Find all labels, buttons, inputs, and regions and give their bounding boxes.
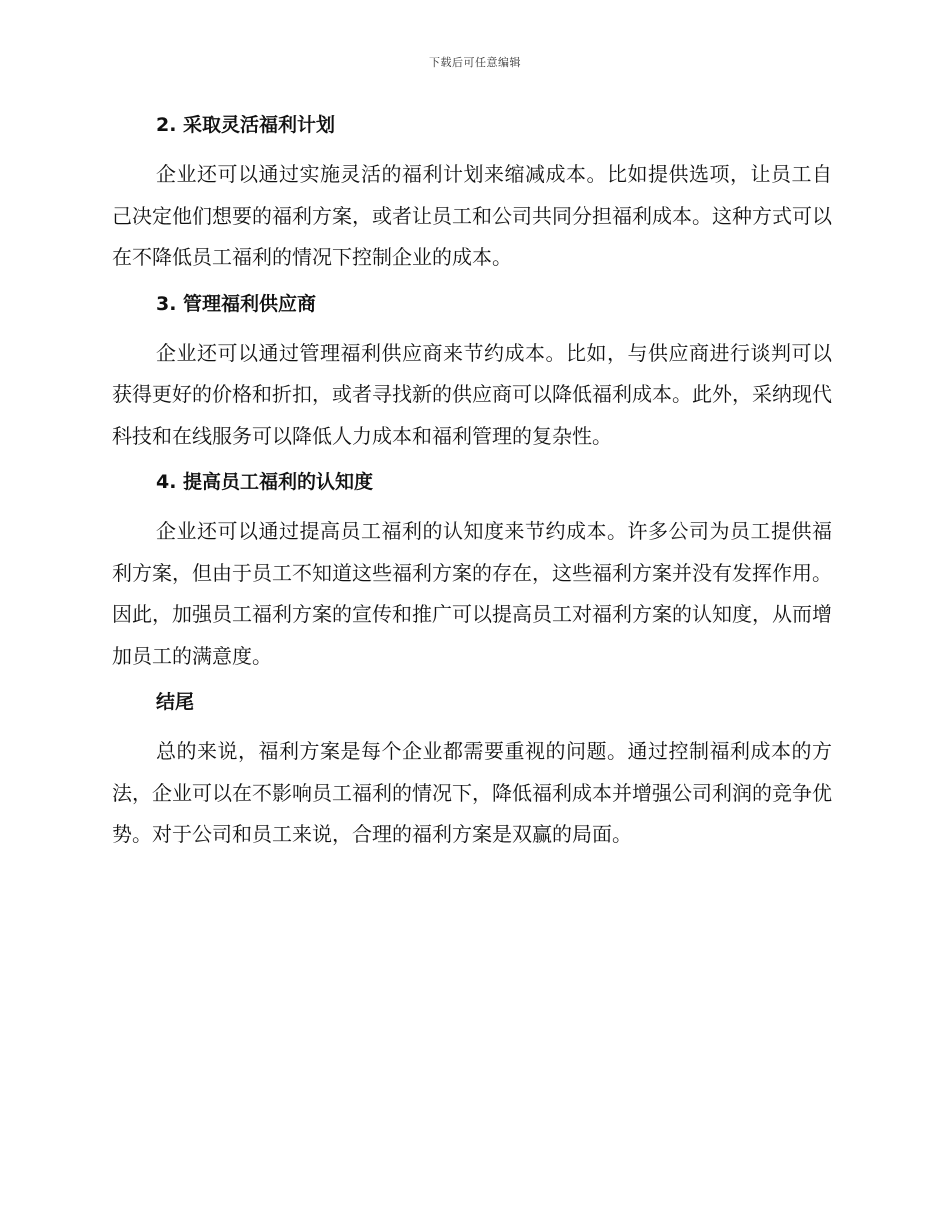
section-paragraph: 企业还可以通过提高员工福利的认知度来节约成本。许多公司为员工提供福利方案，但由于员工不知道这些福利方案的存在，这些福利方案并没有发挥作用。因此，加强员工福利方案的宣传和推广可以提高员工对福利方案的认知度，从而增加员工的满意度。 — [112, 519, 832, 668]
section-heading: 4. 提高员工福利的认知度 — [156, 471, 374, 493]
header-note: 下载后可任意编辑 — [429, 56, 521, 69]
section-heading: 结尾 — [156, 691, 195, 713]
document-body — [112, 110, 832, 866]
section-paragraph: 企业还可以通过实施灵活的福利计划来缩减成本。比如提供选项，让员工自己决定他们想要的福利方案，或者让员工和公司共同分担福利成本。这种方式可以在不降低员工福利的情况下控制企业的成本。 — [112, 162, 832, 269]
section-conclusion — [112, 687, 832, 856]
section-paragraph: 总的来说，福利方案是每个企业都需要重视的问题。通过控制福利成本的方法，企业可以在不影响员工福利的情况下，降低福利成本并增强公司利润的竞争优势。对于公司和员工来说，合理的福利方案是双赢的局面。 — [112, 739, 832, 846]
section-paragraph: 企业还可以通过管理福利供应商来节约成本。比如，与供应商进行谈判可以获得更好的价格和折扣，或者寻找新的供应商可以降低福利成本。此外，采纳现代科技和在线服务可以降低人力成本和福利管理的复杂性。 — [112, 340, 832, 448]
section-flexible-benefits — [112, 110, 832, 279]
section-benefit-awareness — [112, 467, 832, 677]
section-manage-suppliers — [112, 289, 832, 458]
section-heading: 2. 采取灵活福利计划 — [156, 114, 336, 136]
section-heading: 3. 管理福利供应商 — [156, 292, 317, 315]
